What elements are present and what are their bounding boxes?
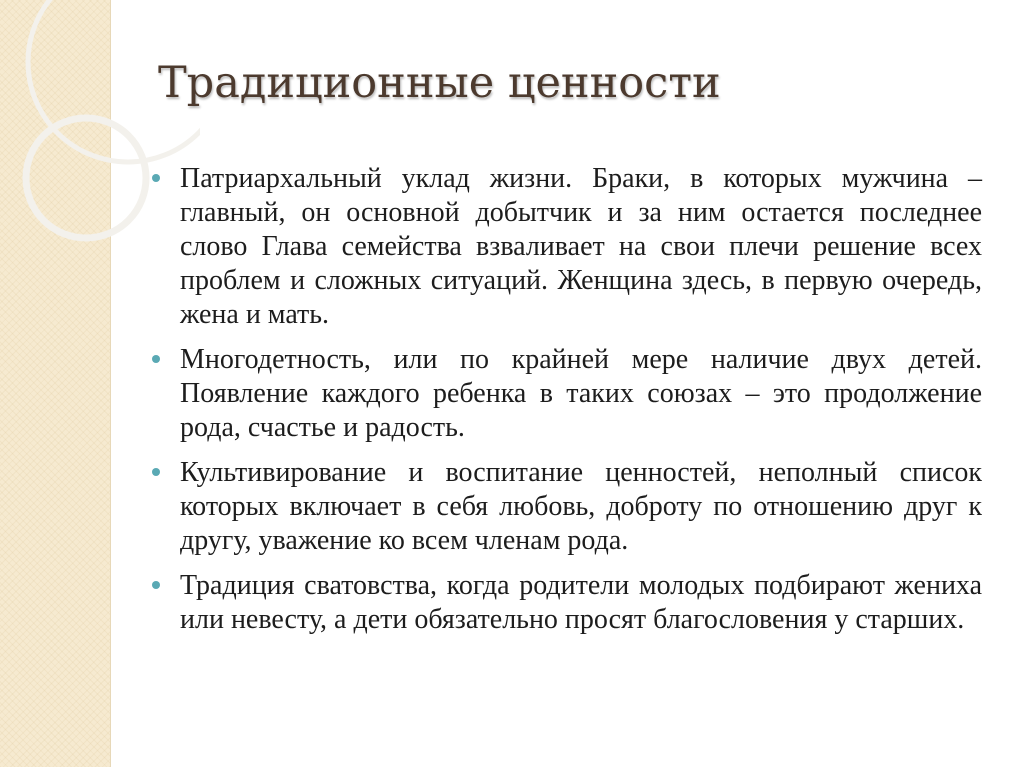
bullet-list bbox=[152, 162, 982, 648]
bullet-item bbox=[152, 569, 982, 637]
bullet-text-values: Культивирование и воспитание ценностей, неполный список которых включает в себя любовь, доброту по отношению друг к другу, уважение ко всем членам рода. bbox=[180, 457, 982, 556]
bullet-item bbox=[152, 162, 982, 332]
decorative-ring-bottom bbox=[26, 118, 146, 238]
bullet-item bbox=[152, 456, 982, 558]
bullet-text-matchmaking: Традиция сватовства, когда родители молодых подбирают жениха или невесту, а дети обязательно просят благословения у старших. bbox=[180, 570, 982, 635]
slide-title: Традиционные ценности bbox=[158, 58, 721, 108]
bullet-text-many-children: Многодетность, или по крайней мере наличие двух детей. Появление каждого ребенка в таких союзах – это продолжение рода, счастье и радость. bbox=[180, 344, 982, 443]
bullet-dot-icon bbox=[152, 355, 160, 363]
bullet-dot-icon bbox=[152, 174, 160, 182]
bullet-item bbox=[152, 343, 982, 445]
bullet-text-patriarchal: Патриархальный уклад жизни. Браки, в которых мужчина – главный, он основной добытчик и за ним остается последнее слово Глава семейства взваливает на свои плечи решение всех проблем и сложных ситуаций. Женщина здесь, в первую очередь, жена и мать. bbox=[180, 163, 982, 330]
bullet-dot-icon bbox=[152, 581, 160, 589]
bullet-dot-icon bbox=[152, 468, 160, 476]
